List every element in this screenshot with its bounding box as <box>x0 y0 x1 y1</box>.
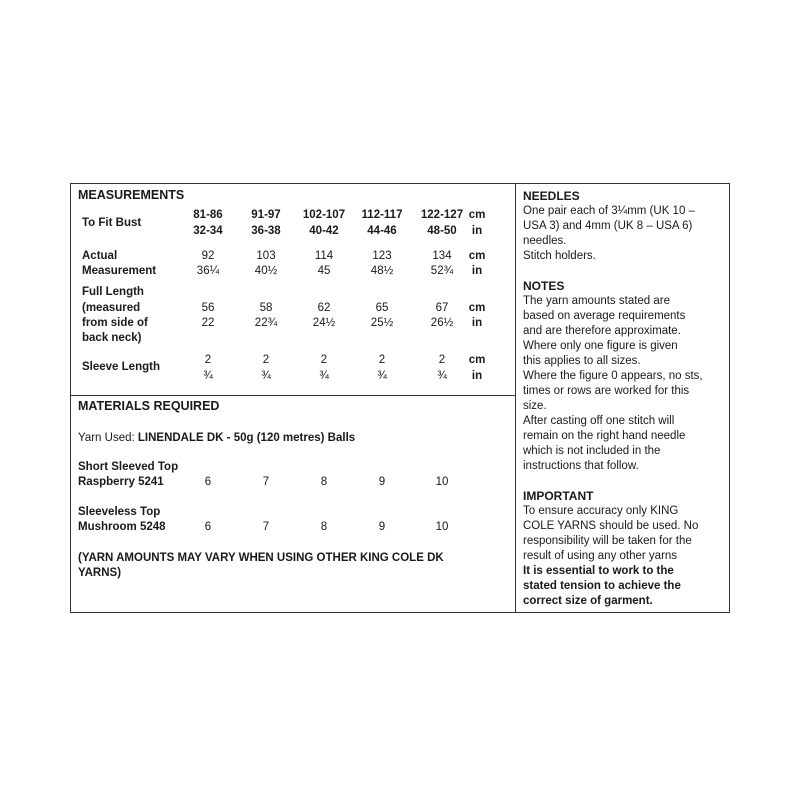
length-in-2: 22¾ <box>254 317 278 329</box>
notes-line: remain on the right hand needle <box>523 430 686 442</box>
notes-line: based on average requirements <box>523 310 686 322</box>
sleeve-unit-cm: cm <box>468 354 486 366</box>
notes-section <box>523 279 728 474</box>
short-sleeved-label-line1: Short Sleeved Top <box>78 461 179 473</box>
length-cm-1: 56 <box>201 302 215 314</box>
notes-heading: NOTES <box>523 279 565 293</box>
actual-label-line1: Actual <box>82 250 118 262</box>
notes-line: After casting off one stitch will <box>523 415 675 427</box>
actual-in-4: 48½ <box>370 265 394 277</box>
important-bold-line: correct size of garment. <box>523 595 653 607</box>
yarn-used-line <box>78 431 355 446</box>
notes-line: and are therefore approximate. <box>523 325 681 337</box>
important-line: responsibility will be taken for the <box>523 535 692 547</box>
notes-line: Where the figure 0 appears, no sts, <box>523 370 703 382</box>
sleeveless-label-line2: Mushroom 5248 <box>78 521 166 533</box>
short-sleeved-label-line2: Raspberry 5241 <box>78 476 164 488</box>
sleeveless-balls-2: 7 <box>262 521 270 533</box>
sleeve-in-4: ¾ <box>377 370 387 382</box>
length-unit-cm: cm <box>468 302 486 314</box>
sleeveless-balls-4: 9 <box>378 521 386 533</box>
sleeveless-label-line1: Sleeveless Top <box>78 506 161 518</box>
length-in-4: 25½ <box>370 317 394 329</box>
important-bold-line: It is essential to work to the <box>523 565 674 577</box>
bust-in-3: 40-42 <box>309 225 339 237</box>
length-in-5: 26½ <box>430 317 454 329</box>
bust-in-2: 36-38 <box>251 225 281 237</box>
sleeve-cm-2: 2 <box>262 354 270 366</box>
length-label-line1: Full Length <box>82 286 144 298</box>
sleeveless-balls-5: 10 <box>435 521 449 533</box>
needles-line3: needles. <box>523 235 567 247</box>
short-sleeved-balls-1: 6 <box>204 476 212 488</box>
yarn-name: LINENDALE DK - 50g (120 metres) Balls <box>137 432 356 444</box>
length-label-line3: from side of <box>82 317 148 329</box>
length-label-line4: back neck) <box>82 332 142 344</box>
actual-in-2: 40½ <box>254 265 278 277</box>
section-divider <box>71 395 516 396</box>
important-line: result of using any other yarns <box>523 550 678 562</box>
important-line: To ensure accuracy only KING <box>523 505 679 517</box>
yarn-warning-line1: (YARN AMOUNTS MAY VARY WHEN USING OTHER KING COLE DK <box>78 552 444 564</box>
notes-line: Where only one figure is given <box>523 340 678 352</box>
sleeve-unit-in: in <box>471 370 483 382</box>
actual-cm-5: 134 <box>432 250 452 262</box>
bust-cm-5: 122-127 <box>420 209 464 221</box>
notes-line: which is not included in the <box>523 445 661 457</box>
bust-label: To Fit Bust <box>82 217 142 229</box>
sleeve-in-2: ¾ <box>261 370 271 382</box>
sleeveless-balls-3: 8 <box>320 521 328 533</box>
length-in-3: 24½ <box>312 317 336 329</box>
important-heading: IMPORTANT <box>523 489 594 503</box>
notes-line: times or rows are worked for this <box>523 385 690 397</box>
actual-in-3: 45 <box>317 265 331 277</box>
short-sleeved-balls-4: 9 <box>378 476 386 488</box>
length-in-1: 22 <box>201 317 215 329</box>
pattern-info-sheet <box>70 183 730 613</box>
sleeve-in-5: ¾ <box>437 370 447 382</box>
important-bold-line: stated tension to achieve the <box>523 580 681 592</box>
sleeve-cm-4: 2 <box>378 354 386 366</box>
notes-line: instructions that follow. <box>523 460 639 472</box>
bust-in-4: 44-46 <box>367 225 397 237</box>
materials-heading: MATERIALS REQUIRED <box>78 399 220 413</box>
sleeve-in-3: ¾ <box>319 370 329 382</box>
actual-cm-4: 123 <box>372 250 392 262</box>
bust-cm-1: 81-86 <box>193 209 223 221</box>
actual-in-5: 52¾ <box>430 265 454 277</box>
yarn-used-prefix: Yarn Used: <box>78 432 138 444</box>
needles-section <box>523 189 728 264</box>
bust-unit-cm: cm <box>468 209 486 221</box>
sleeve-in-1: ¾ <box>203 370 213 382</box>
length-cm-5: 67 <box>435 302 449 314</box>
notes-line: The yarn amounts stated are <box>523 295 671 307</box>
short-sleeved-balls-2: 7 <box>262 476 270 488</box>
short-sleeved-balls-3: 8 <box>320 476 328 488</box>
sleeve-cm-1: 2 <box>204 354 212 366</box>
bust-unit-in: in <box>471 225 483 237</box>
bust-in-1: 32-34 <box>193 225 223 237</box>
yarn-warning-line2: YARNS) <box>78 567 122 579</box>
length-cm-4: 65 <box>375 302 389 314</box>
actual-in-1: 36¼ <box>196 265 220 277</box>
short-sleeved-balls-5: 10 <box>435 476 449 488</box>
sleeve-label: Sleeve Length <box>82 361 160 373</box>
length-unit-in: in <box>471 317 483 329</box>
bust-cm-3: 102-107 <box>302 209 346 221</box>
needles-heading: NEEDLES <box>523 189 580 203</box>
bust-cm-4: 112-117 <box>361 209 403 221</box>
length-cm-3: 62 <box>317 302 331 314</box>
sleeve-cm-3: 2 <box>320 354 328 366</box>
actual-cm-1: 92 <box>201 250 215 262</box>
notes-line: size. <box>523 400 547 412</box>
bust-in-5: 48-50 <box>427 225 457 237</box>
important-section <box>523 489 728 609</box>
column-divider <box>515 184 516 612</box>
actual-unit-in: in <box>471 265 483 277</box>
actual-unit-cm: cm <box>468 250 486 262</box>
measurements-heading: MEASUREMENTS <box>78 188 185 202</box>
needles-line4: Stitch holders. <box>523 250 596 262</box>
needles-line1: One pair each of 3¼mm (UK 10 – <box>523 205 695 217</box>
actual-cm-2: 103 <box>256 250 276 262</box>
bust-cm-2: 91-97 <box>251 209 281 221</box>
actual-label-line2: Measurement <box>82 265 157 277</box>
important-line: COLE YARNS should be used. No <box>523 520 699 532</box>
length-cm-2: 58 <box>259 302 273 314</box>
actual-cm-3: 114 <box>314 250 334 262</box>
length-label-line2: (measured <box>82 302 141 314</box>
needles-line2: USA 3) and 4mm (UK 8 – USA 6) <box>523 220 693 232</box>
sleeveless-balls-1: 6 <box>204 521 212 533</box>
sleeve-cm-5: 2 <box>438 354 446 366</box>
notes-line: this applies to all sizes. <box>523 355 641 367</box>
